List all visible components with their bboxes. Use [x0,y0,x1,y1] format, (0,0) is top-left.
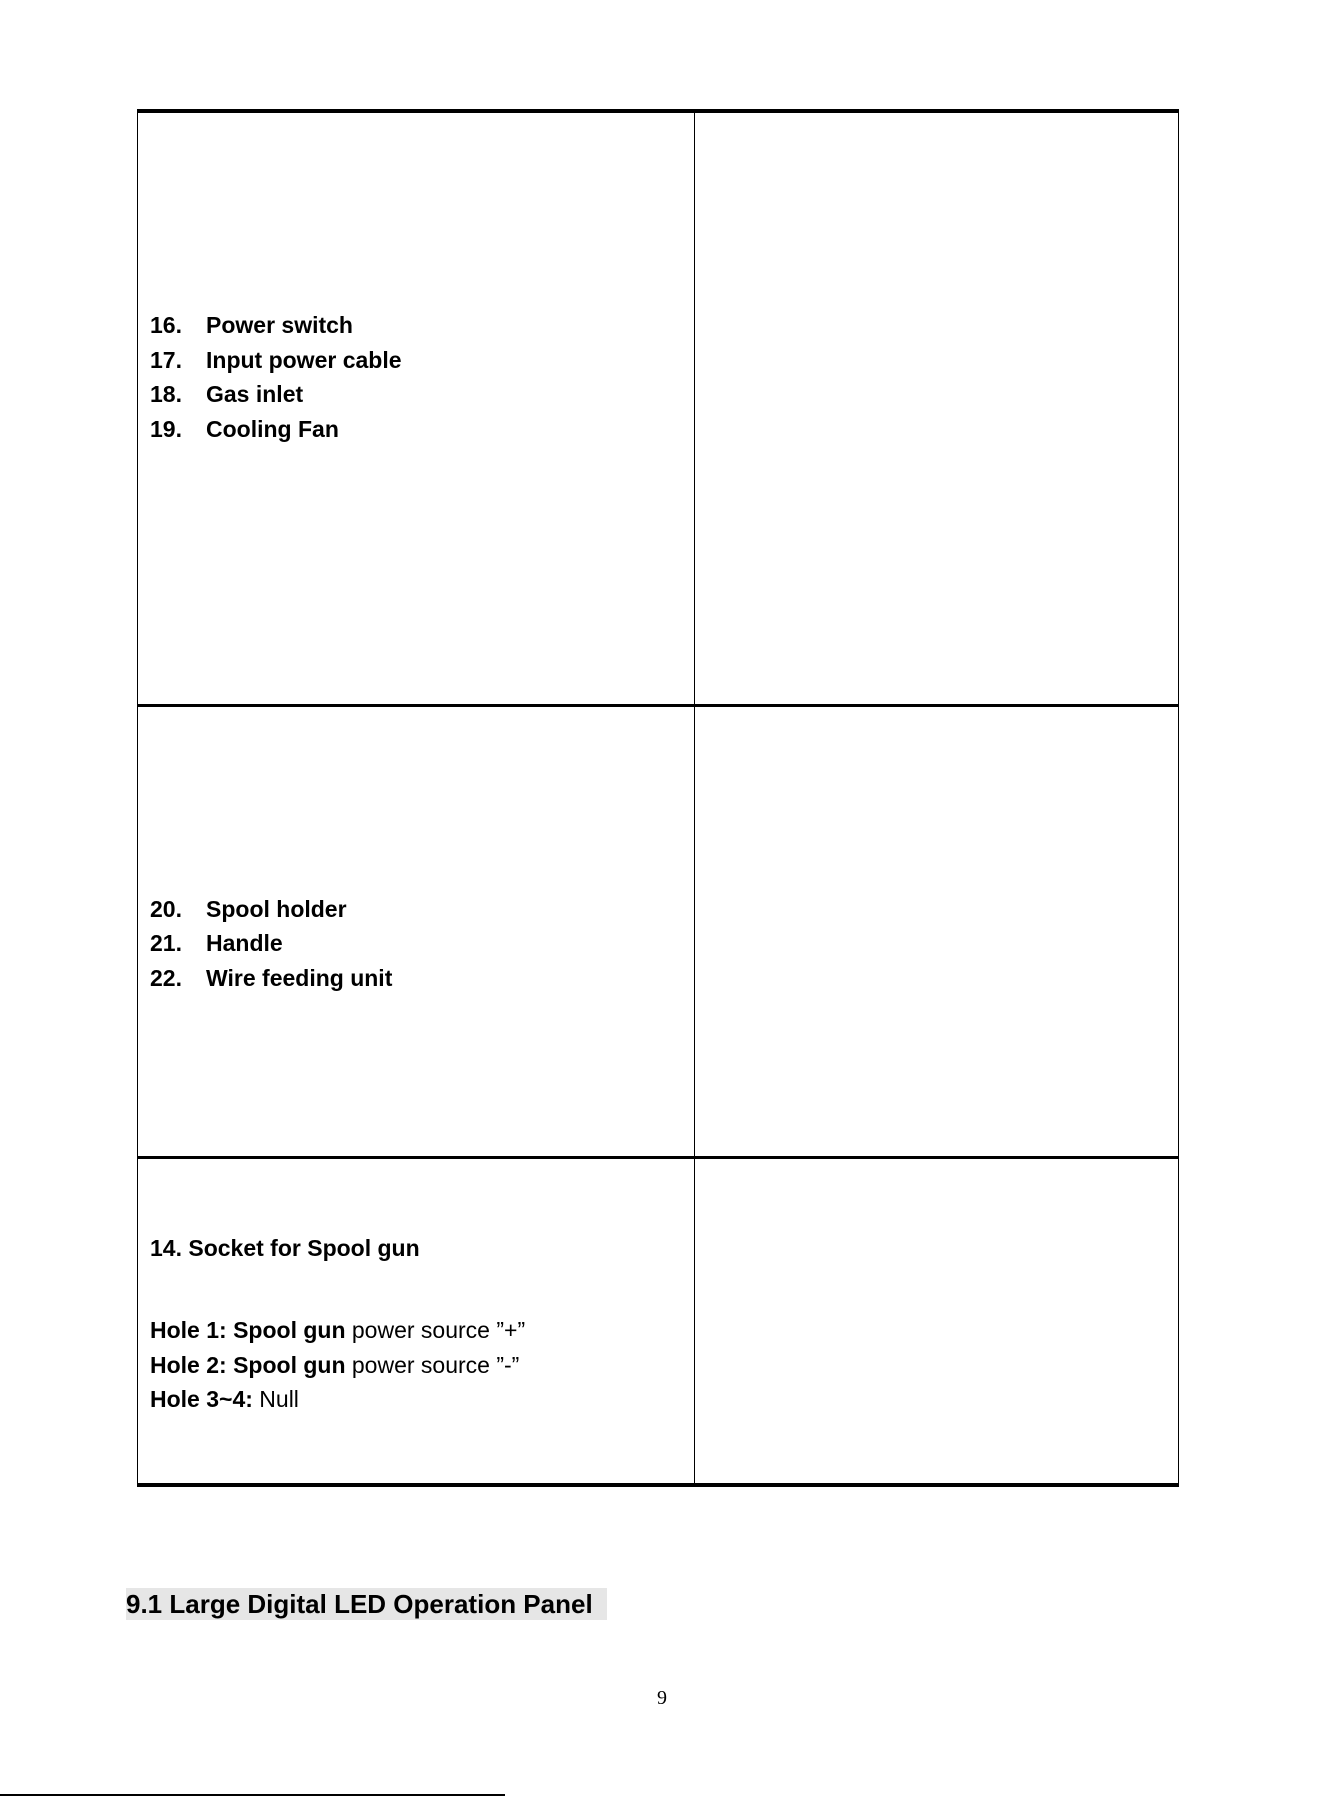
socket-title: 14. Socket for Spool gun [150,1234,420,1261]
hole-line [150,1348,525,1383]
row1-item-list [150,308,402,446]
list-item [150,377,402,412]
list-item [150,308,402,343]
hole-rest: power source ”+” [351,1317,526,1344]
item-number: 18. [150,381,182,408]
item-number: 16. [150,312,182,338]
table-row [138,705,1179,1157]
hole-line [150,1313,525,1348]
item-label: Input power cable [206,346,402,373]
item-label: Gas inlet [206,381,304,408]
row2-image-cell [695,705,1179,1157]
section-heading: 9.1 Large Digital LED Operation Panel [126,1588,607,1620]
hole-rest: power source ”-” [351,1351,520,1378]
hole-term: Spool gun [233,1351,346,1378]
item-label: Wire feeding unit [206,964,393,991]
row2-item-list [150,892,392,996]
row1-description-cell [138,111,695,705]
item-label: Handle [206,930,283,957]
item-label: Cooling Fan [206,415,339,442]
item-number: 17. [150,346,182,373]
table-row [138,111,1179,705]
hole-prefix: Hole 2: [150,1351,227,1378]
hole-prefix: Hole 1: [150,1317,227,1344]
item-number: 21. [150,930,182,957]
item-label: Spool holder [206,895,347,922]
row3-description-cell [138,1157,695,1485]
row1-image-cell [695,111,1179,705]
socket-description [150,1231,525,1417]
parts-table [137,109,1179,1487]
row2-description-cell [138,705,695,1157]
list-item [150,412,402,447]
list-item [150,892,392,927]
list-item [150,961,392,996]
row3-image-cell [695,1157,1179,1485]
footer-rule [0,1794,505,1796]
item-label: Power switch [206,312,353,338]
hole-prefix: Hole 3~4: [150,1386,253,1413]
hole-rest: Null [259,1386,299,1413]
list-item [150,926,392,961]
item-number: 20. [150,895,182,922]
hole-term: Spool gun [233,1317,346,1344]
list-item [150,343,402,378]
item-number: 22. [150,964,182,991]
hole-line [150,1382,525,1417]
item-number: 19. [150,415,182,442]
page-number: 9 [657,1687,667,1709]
table-row [138,1157,1179,1485]
